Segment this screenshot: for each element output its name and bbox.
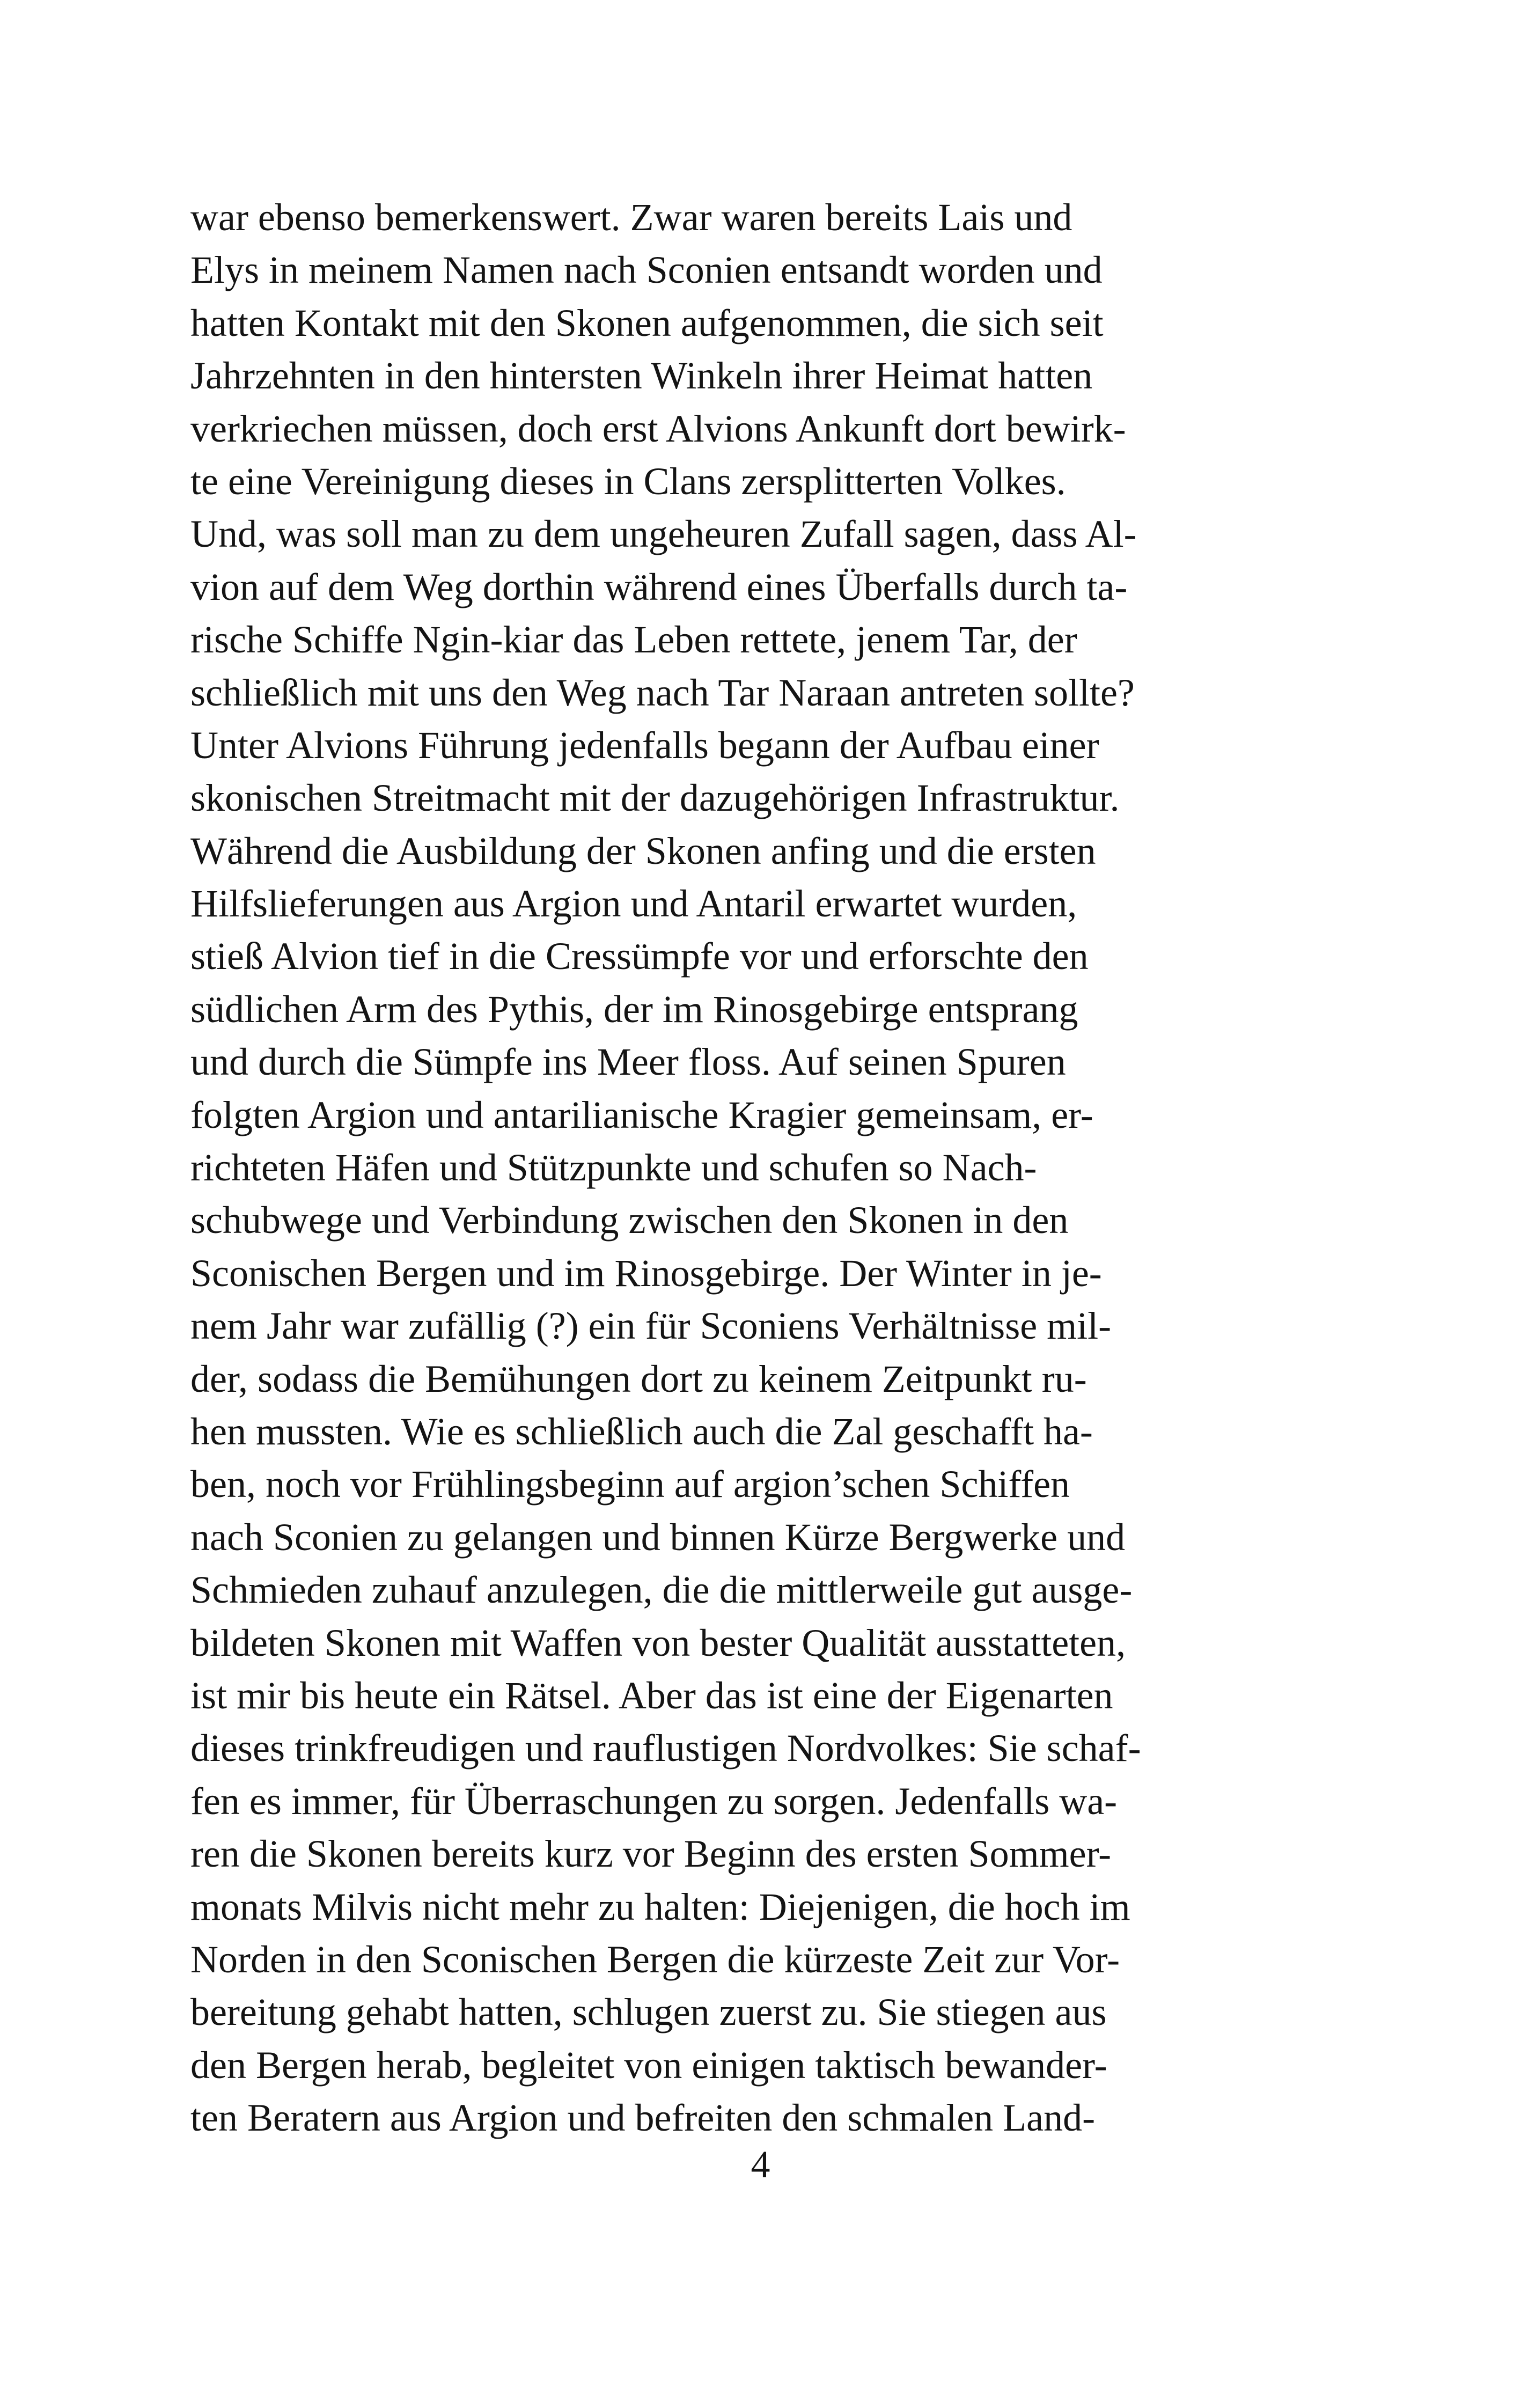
page-number: 4 (751, 2143, 770, 2186)
text-line: Elys in meinem Namen nach Sconien entsandt worden und (190, 248, 1103, 292)
text-line: Jahrzehnten in den hintersten Winkeln ihrer Heimat hatten (190, 354, 1093, 398)
text-line: ben, noch vor Frühlingsbeginn auf argion’schen Schiffen (190, 1463, 1070, 1506)
text-line: dieses trinkfreudigen und rauflustigen Nordvolkes: Sie schaf- (190, 1727, 1141, 1770)
text-line: Während die Ausbildung der Skonen anfing und die ersten (190, 829, 1096, 872)
text-line: Schmieden zuhauf anzulegen, die die mittlerweile gut ausge- (190, 1568, 1133, 1612)
text-line: vion auf dem Weg dorthin während eines Überfalls durch ta- (190, 565, 1128, 608)
text-line: ist mir bis heute ein Rätsel. Aber das ist eine der Eigenarten (190, 1673, 1113, 1717)
text-line: Hilfslieferungen aus Argion und Antaril erwartet wurden, (190, 882, 1077, 926)
body-text (190, 191, 1296, 2144)
text-line: nach Sconien zu gelangen und binnen Kürze Bergwerke und (190, 1515, 1126, 1559)
text-line: rische Schiffe Ngin-kiar das Leben rettete, jenem Tar, der (190, 618, 1077, 662)
text-line: Unter Alvions Führung jedenfalls begann der Aufbau einer (190, 723, 1099, 767)
text-line: Und, was soll man zu dem ungeheuren Zufall sagen, dass Al- (190, 512, 1137, 556)
text-line: nem Jahr war zufällig (?) ein für Sconiens Verhältnisse mil- (190, 1304, 1112, 1348)
text-line: skonischen Streitmacht mit der dazugehörigen Infrastruktur. (190, 776, 1120, 820)
text-line: ten Beratern aus Argion und befreiten den schmalen Land- (190, 2096, 1096, 2140)
text-line: hatten Kontakt mit den Skonen aufgenommen, die sich seit (190, 301, 1104, 344)
text-line: fen es immer, für Überraschungen zu sorgen. Jedenfalls wa- (190, 1779, 1118, 1823)
text-line: folgten Argion und antarilianische Kragier gemeinsam, er- (190, 1093, 1093, 1136)
text-line: verkriechen müssen, doch erst Alvions Ankunft dort bewirk- (190, 407, 1126, 450)
text-line: te eine Vereinigung dieses in Clans zersplitterten Volkes. (190, 459, 1066, 503)
text-line: stieß Alvion tief in die Cressümpfe vor und erforschte den (190, 935, 1089, 978)
text-line: und durch die Sümpfe ins Meer floss. Auf seinen Spuren (190, 1040, 1066, 1084)
text-line: südlichen Arm des Pythis, der im Rinosgebirge entsprang (190, 987, 1078, 1031)
text-line: bereitung gehabt hatten, schlugen zuerst zu. Sie stiegen aus (190, 1991, 1107, 2034)
text-line: schließlich mit uns den Weg nach Tar Naraan antreten sollte? (190, 671, 1135, 714)
text-line: ren die Skonen bereits kurz vor Beginn des ersten Sommer- (190, 1832, 1112, 1876)
text-line: Norden in den Sconischen Bergen die kürzeste Zeit zur Vor- (190, 1937, 1120, 1981)
text-line: Sconischen Bergen und im Rinosgebirge. Der Winter in je- (190, 1251, 1102, 1295)
text-line: monats Milvis nicht mehr zu halten: Diejenigen, die hoch im (190, 1885, 1130, 1928)
text-line: den Bergen herab, begleitet von einigen taktisch bewander- (190, 2043, 1107, 2087)
text-line: der, sodass die Bemühungen dort zu keinem Zeitpunkt ru- (190, 1357, 1087, 1400)
text-line: schubwege und Verbindung zwischen den Skonen in den (190, 1199, 1069, 1242)
text-line: bildeten Skonen mit Waffen von bester Qualität ausstatteten, (190, 1621, 1126, 1664)
text-line: hen mussten. Wie es schließlich auch die Zal geschafft ha- (190, 1409, 1093, 1453)
text-line: richteten Häfen und Stützpunkte und schufen so Nach- (190, 1146, 1037, 1190)
text-line: war ebenso bemerkenswert. Zwar waren bereits Lais und (190, 196, 1072, 239)
